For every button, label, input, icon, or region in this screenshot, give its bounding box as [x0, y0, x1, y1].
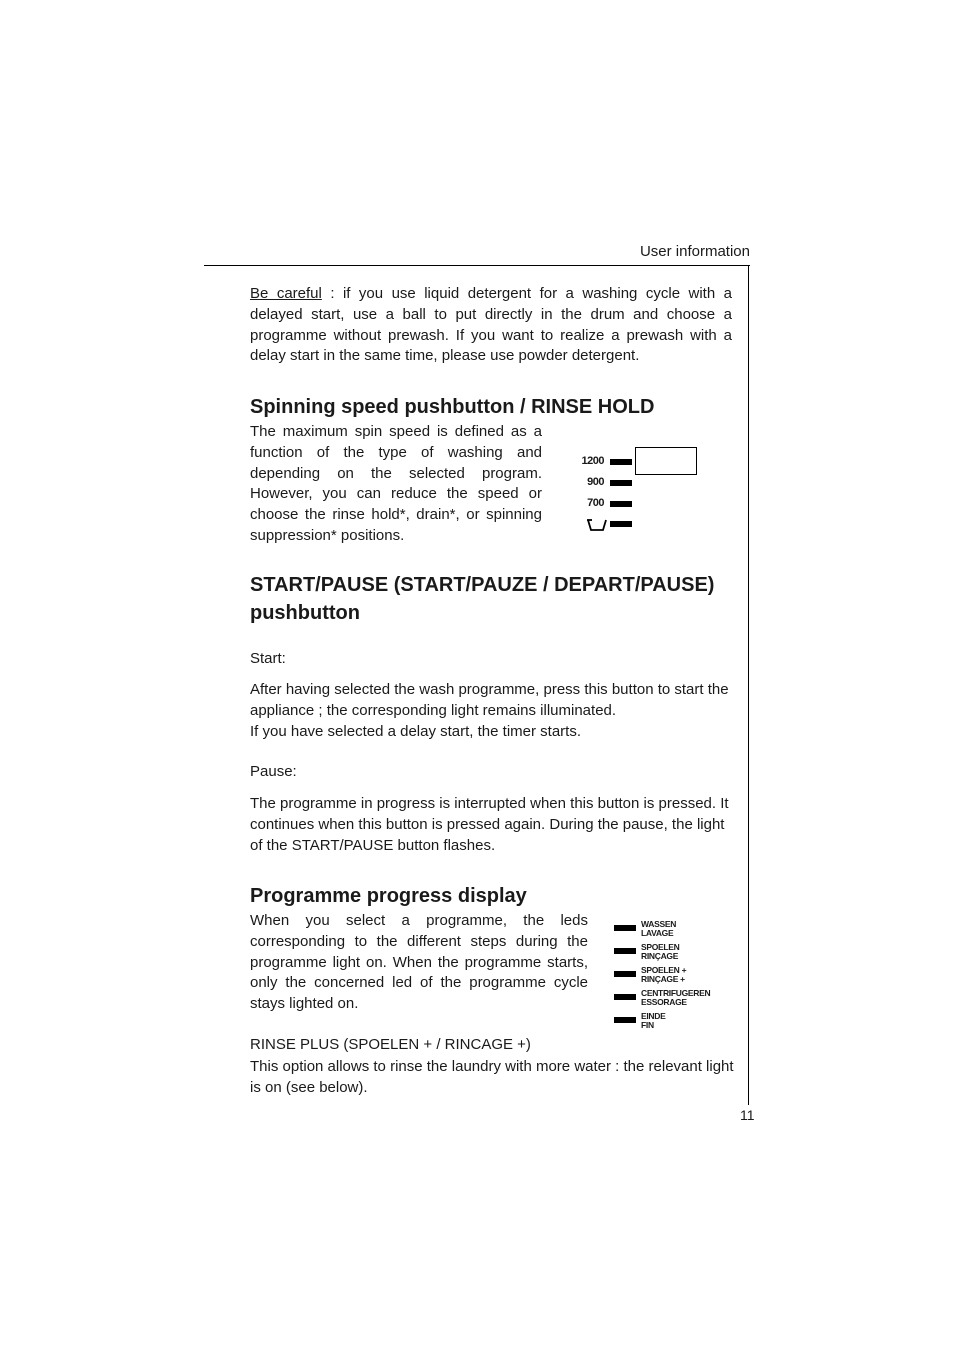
page-number: 11 — [740, 1107, 755, 1123]
start-heading: Start: — [250, 650, 286, 667]
start-text-1: After having selected the wash programme, press this button to start the appliance ; the corresponding light remains illuminated. — [250, 681, 729, 719]
progress-section-body: When you select a programme, the leds corresponding to the different steps during the programme light on. When the programme starts, only the concerned led of the programme cycle stays lighted on. — [250, 912, 588, 1013]
start-pause-title — [250, 571, 750, 627]
spin-speed-selector — [560, 446, 700, 536]
programme-progress-indicator — [612, 918, 722, 1030]
spin-section-body: The maximum spin speed is defined as a function of the type of washing and depending on the selected program. However, you can reduce the speed or choose the rinse hold*, drain*, or spinning suppression* positions. — [250, 423, 542, 544]
progress-step — [612, 964, 722, 984]
progress-section-title: Programme progress display — [250, 885, 527, 907]
spin-level-label: 700 — [587, 497, 604, 509]
spin-level-row — [560, 497, 632, 511]
header-rule — [204, 265, 750, 266]
section-header-label: User information — [639, 243, 750, 260]
progress-step-label: WASSEN LAVAGE — [641, 919, 677, 938]
spin-level-led — [610, 459, 632, 465]
spin-level-label: 900 — [587, 476, 604, 488]
margin-rule — [748, 265, 749, 1105]
rinse-plus-text: This option allows to rinse the laundry with more water : the relevant light is on (see below). — [250, 1058, 734, 1096]
start-pause-title-line2: pushbutton — [250, 602, 360, 624]
progress-step-led — [614, 925, 636, 931]
progress-step-led — [614, 971, 636, 977]
progress-step-label: CENTRIFUGEREN ESSORAGE — [641, 988, 711, 1007]
rinse-hold-led — [610, 521, 632, 527]
rinse-hold-row — [560, 517, 632, 531]
rinse-plus-heading: RINSE PLUS (SPOELEN + / RINCAGE +) — [250, 1036, 531, 1053]
progress-step — [612, 918, 722, 938]
progress-step-led — [614, 994, 636, 1000]
spin-level-row — [560, 455, 632, 469]
spin-level-led — [610, 480, 632, 486]
spin-button-box — [635, 447, 697, 475]
progress-step — [612, 941, 722, 961]
spin-level-led — [610, 501, 632, 507]
tub-icon — [587, 518, 607, 531]
progress-step-label: SPOELEN + RINÇAGE + — [641, 965, 687, 984]
pause-heading: Pause: — [250, 763, 297, 780]
caution-text: : if you use liquid detergent for a washing cycle with a delayed start, use a ball to put directly in the drum and choose a programme without prewash. If you want to realize a prewash with a delay start in the same time, please use powder detergent. — [250, 285, 732, 365]
progress-step — [612, 987, 722, 1007]
caution-paragraph — [250, 284, 732, 367]
start-pause-title-line1: START/PAUSE (START/PAUZE / DEPART/PAUSE) — [250, 574, 715, 596]
caution-label: Be careful — [250, 285, 322, 302]
progress-step-led — [614, 1017, 636, 1023]
progress-step-led — [614, 948, 636, 954]
progress-step-label: EINDE FIN — [641, 1011, 666, 1030]
start-text-2: If you have selected a delay start, the timer starts. — [250, 722, 581, 740]
progress-step — [612, 1010, 722, 1030]
spin-level-row — [560, 476, 632, 490]
start-text — [250, 680, 740, 742]
progress-step-label: SPOELEN RINÇAGE — [641, 942, 680, 961]
pause-text: The programme in progress is interrupted when this button is pressed. It continues when this button is pressed again. During the pause, the light of the START/PAUSE button flashes. — [250, 795, 729, 854]
spin-level-label: 1200 — [581, 455, 604, 467]
spin-section-title: Spinning speed pushbutton / RINSE HOLD — [250, 396, 655, 418]
